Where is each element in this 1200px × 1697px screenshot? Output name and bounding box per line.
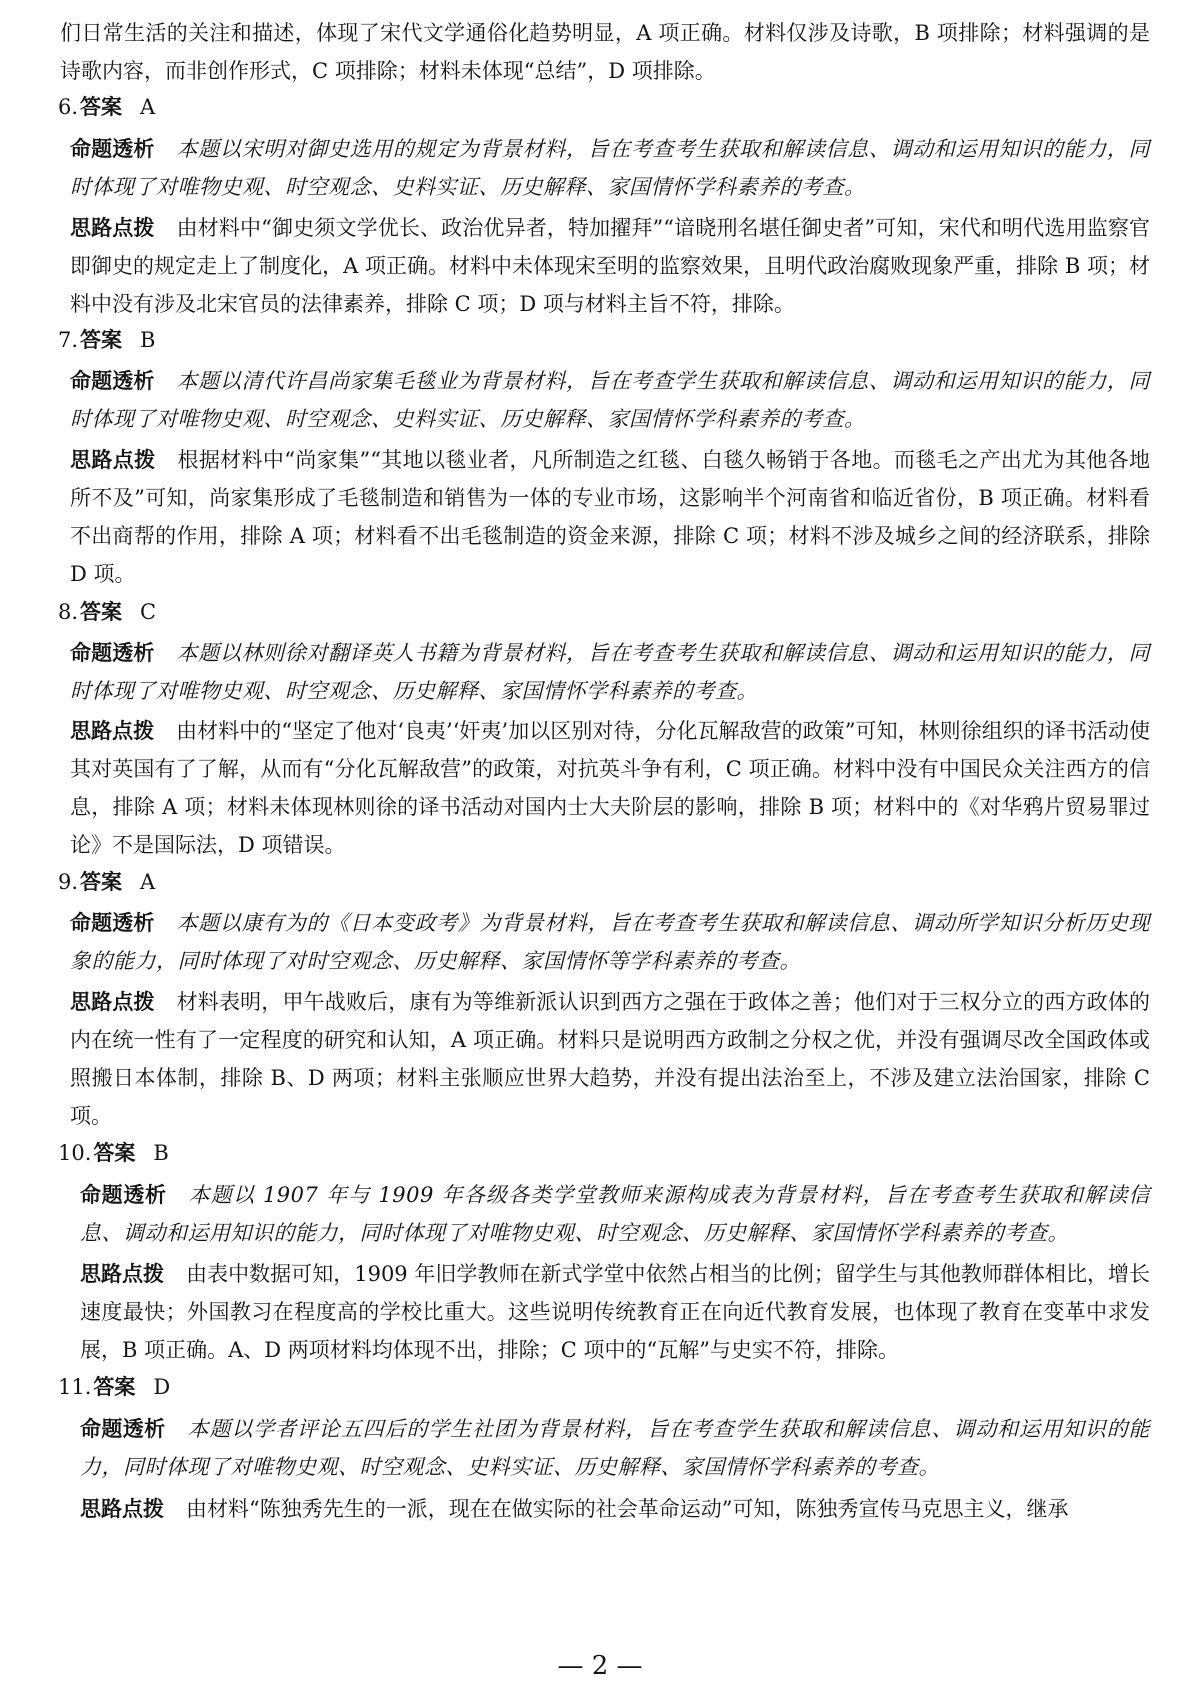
analysis-text: 本题以清代许昌尚家集毛毯业为背景材料，旨在考查学生获取和解读信息、调动和运用知识的能力，同时体现了对唯物史观、时空观念、史料实证、历史解释、家国情怀学科素养的考查。 [70, 369, 1151, 431]
answer-label: 答案 [93, 1375, 136, 1399]
analysis-paragraph-7 [70, 362, 1150, 438]
analysis-text: 本题以学者评论五四后的学生社团为背景材料，旨在考查学生获取和解读信息、调动和运用知识的能力，同时体现了对唯物史观、时空观念、史料实证、历史解释、家国情怀学科素养的考查。 [80, 1417, 1151, 1479]
analysis-label: 命题透析 [80, 1183, 167, 1207]
answer-label: 答案 [93, 1141, 136, 1165]
answer-line-8 [58, 597, 156, 627]
answer-line-11 [58, 1372, 170, 1402]
answer-label: 答案 [80, 870, 123, 894]
analysis-text: 本题以 1907 年与 1909 年各级各类学堂教师来源构成表为背景材料，旨在考查考生获取和解读信息、调动和运用知识的能力，同时体现了对唯物史观、时空观念、历史解释、家国情怀学科素养的考查。 [80, 1183, 1151, 1245]
answer-value: D [153, 1375, 171, 1399]
answer-line-6 [58, 92, 155, 122]
hint-label: 思路点拨 [80, 1262, 165, 1286]
hint-paragraph-9 [70, 983, 1150, 1135]
answer-line-10 [58, 1138, 169, 1168]
hint-label: 思路点拨 [70, 719, 155, 743]
answer-value: A [140, 95, 156, 119]
hint-text: 由材料“陈独秀先生的一派，现在在做实际的社会革命运动”可知，陈独秀宣传马克思主义，继承 [186, 1497, 1069, 1521]
hint-paragraph-11 [80, 1490, 1150, 1528]
answer-line-9 [58, 867, 155, 897]
hint-paragraph-10 [80, 1255, 1150, 1369]
hint-text: 由材料中“御史须文学优长、政治优异者，特加擢拜”“谙晓刑名堪任御史者”可知，宋代和明代选用监察官即御史的规定走上了制度化，A 项正确。材料中未体现宋至明的监察效果，且明代政治腐败现象严重，排除 B 项；材料中没有涉及北宋官员的法律素养，排除 C 项；D 项与材料主旨不符，排除。 [70, 216, 1151, 316]
analysis-label: 命题透析 [70, 137, 155, 161]
hint-label: 思路点拨 [70, 216, 155, 240]
answer-label: 答案 [80, 95, 123, 119]
page-number: — 2 — [557, 1651, 643, 1681]
answer-line-7 [58, 325, 155, 355]
answer-value: B [140, 328, 156, 352]
hint-paragraph-8 [70, 712, 1150, 864]
analysis-text: 本题以林则徐对翻译英人书籍为背景材料，旨在考查考生获取和解读信息、调动和运用知识的能力，同时体现了对唯物史观、时空观念、历史解释、家国情怀学科素养的考查。 [70, 641, 1151, 703]
hint-paragraph-6 [70, 209, 1150, 323]
analysis-paragraph-6 [70, 130, 1150, 206]
analysis-paragraph-8 [70, 634, 1150, 710]
question-number: 6. [58, 95, 79, 119]
hint-text: 材料表明，甲午战败后，康有为等维新派认识到西方之强在于政体之善；他们对于三权分立的西方政体的内在统一性有了一定程度的研究和认知，A 项正确。材料只是说明西方政制之分权之优，并没有强调尽改全国政体或照搬日本体制，排除 B、D 两项；材料主张顺应世界大趋势，并没有提出法治至上，不涉及建立法治国家，排除 C 项。 [70, 990, 1150, 1128]
question-number: 9. [58, 870, 79, 894]
question-number: 8. [58, 600, 79, 624]
answer-value: C [140, 600, 157, 624]
hint-text: 由表中数据可知，1909 年旧学教师在新式学堂中依然占相当的比例；留学生与其他教师群体相比，增长速度最快；外国教习在程度高的学校比重大。这些说明传统教育正在向近代教育发展，也体现了教育在变革中求发展，B 项正确。A、D 两项材料均体现不出，排除；C 项中的“瓦解”与史实不符，排除。 [80, 1262, 1150, 1362]
analysis-label: 命题透析 [70, 911, 155, 935]
analysis-text: 本题以康有为的《日本变政考》为背景材料，旨在考查考生获取和解读信息、调动所学知识分析历史现象的能力，同时体现了对时空观念、历史解释、家国情怀等学科素养的考查。 [70, 911, 1151, 973]
answer-label: 答案 [80, 328, 123, 352]
analysis-label: 命题透析 [70, 369, 155, 393]
question-number: 11. [58, 1375, 92, 1399]
analysis-paragraph-9 [70, 904, 1150, 980]
hint-label: 思路点拨 [70, 990, 155, 1014]
answer-value: A [140, 870, 156, 894]
analysis-paragraph-10 [80, 1176, 1150, 1252]
analysis-label: 命题透析 [70, 641, 155, 665]
analysis-label: 命题透析 [80, 1417, 166, 1441]
hint-text: 由材料中的“坚定了他对‘良夷’‘奸夷’加以区别对待，分化瓦解敌营的政策”可知，林则徐组织的译书活动使其对英国有了了解，从而有“分化瓦解敌营”的政策，对抗英斗争有利，C 项正确。材料中没有中国民众关注西方的信息，排除 A 项；材料未体现林则徐的译书活动对国内士大夫阶层的影响，排除 B 项；材料中的《对华鸦片贸易罪过论》不是国际法，D 项错误。 [70, 719, 1150, 857]
intro-paragraph: 们日常生活的关注和描述，体现了宋代文学通俗化趋势明显，A 项正确。材料仅涉及诗歌，B 项排除；材料强调的是诗歌内容，而非创作形式，C 项排除；材料未体现“总结”，D 项排除。 [60, 21, 1150, 83]
hint-label: 思路点拨 [70, 448, 156, 472]
analysis-paragraph-11 [80, 1410, 1150, 1486]
answer-value: B [153, 1141, 169, 1165]
answer-label: 答案 [80, 600, 123, 624]
question-number: 10. [58, 1141, 92, 1165]
hint-text: 根据材料中“尚家集”“其地以毯业者，凡所制造之红毯、白毯久畅销于各地。而毯毛之产出尤为其他各地所不及”可知，尚家集形成了毛毯制造和销售为一体的专业市场，这影响半个河南省和临近省份，B 项正确。材料看不出商帮的作用，排除 A 项；材料看不出毛毯制造的资金来源，排除 C 项；材料不涉及城乡之间的经济联系，排除 D 项。 [70, 448, 1150, 586]
analysis-text: 本题以宋明对御史选用的规定为背景材料，旨在考查考生获取和解读信息、调动和运用知识的能力，同时体现了对唯物史观、时空观念、史料实证、历史解释、家国情怀学科素养的考查。 [70, 137, 1151, 199]
hint-label: 思路点拨 [80, 1497, 164, 1521]
hint-paragraph-7 [70, 441, 1150, 593]
question-number: 7. [58, 328, 79, 352]
